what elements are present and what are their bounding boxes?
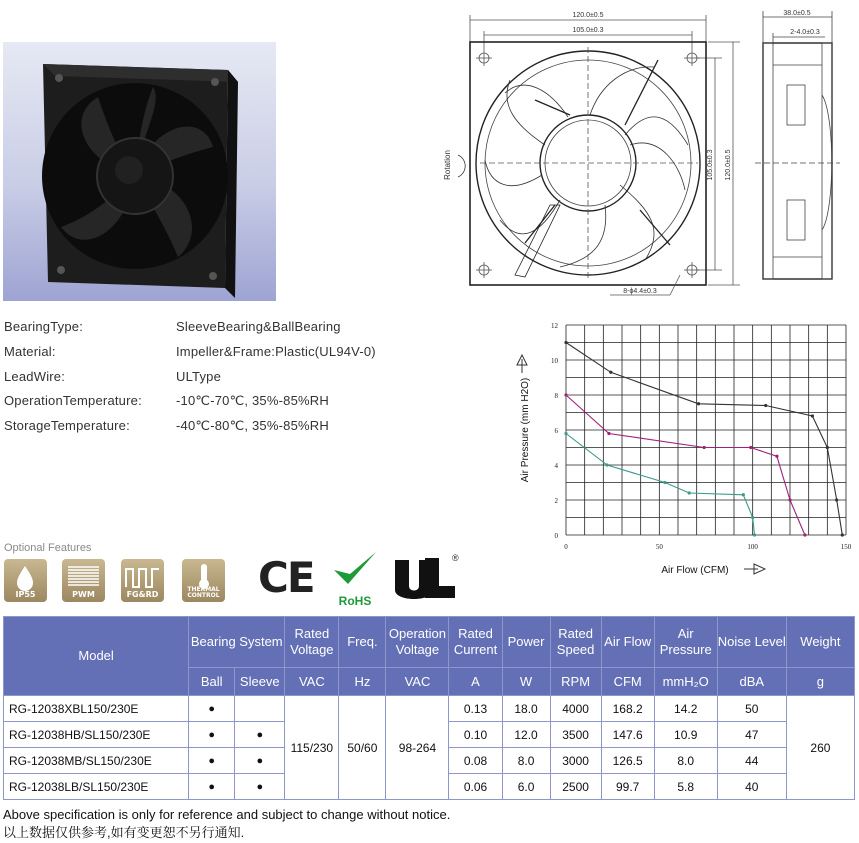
- spec-value: -40℃-80℃, 35%-85%RH: [176, 418, 329, 433]
- cell-noise: 50: [717, 696, 786, 722]
- spec-value: Impeller&Frame:Plastic(UL94V-0): [176, 344, 376, 359]
- unit-w: W: [502, 668, 550, 696]
- spec-value: SleeveBearing&BallBearing: [176, 319, 341, 334]
- cell-noise: 44: [717, 748, 786, 774]
- cell-model: RG-12038HB/SL150/230E: [4, 722, 189, 748]
- fan-photo: [3, 42, 276, 301]
- cell-model: RG-12038XBL150/230E: [4, 696, 189, 722]
- cell-ball: ●: [189, 748, 235, 774]
- header-weight: Weight: [786, 617, 854, 668]
- x-tick-label: 50: [655, 543, 663, 551]
- spec-key: Material:: [4, 344, 56, 359]
- unit-sleeve: Sleeve: [235, 668, 285, 696]
- y-tick-label: 2: [554, 497, 558, 505]
- series-point: [751, 516, 754, 519]
- chart-grid: [566, 325, 846, 535]
- y-tick-label: 10: [551, 357, 558, 365]
- y-tick-label: 4: [554, 462, 558, 470]
- dim-inner-height: 105.0±0.3: [707, 149, 714, 181]
- header-freq: Freq.: [339, 617, 386, 668]
- dim-depth: 38.0±0.5: [783, 10, 811, 17]
- cell-flow: 147.6: [601, 722, 654, 748]
- unit-g: g: [786, 668, 854, 696]
- cell-flow: 168.2: [601, 696, 654, 722]
- series-point: [607, 432, 610, 435]
- cell-model: RG-12038LB/SL150/230E: [4, 774, 189, 800]
- cell-speed: 2500: [550, 774, 601, 800]
- feature-label: IP55: [15, 590, 36, 599]
- series-point: [609, 371, 612, 374]
- ul-mark-icon: [393, 556, 455, 602]
- feature-label: THERMAL CONTROL: [187, 586, 220, 599]
- header-rated-speed: Rated Speed: [550, 617, 601, 668]
- cell-ball: ●: [189, 774, 235, 800]
- x-tick-label: 0: [564, 543, 568, 551]
- series-line-3: [566, 434, 755, 536]
- dim-outer-width: 120.0±0.5: [572, 12, 604, 19]
- feature-thermal: [182, 559, 225, 602]
- feature-label: FG&RD: [126, 590, 159, 599]
- series-point: [775, 455, 778, 458]
- cell-current: 0.06: [449, 774, 502, 800]
- dim-holes: 8-ϕ4.4±0.3: [623, 288, 657, 295]
- cell-current: 0.08: [449, 748, 502, 774]
- unit-a: A: [449, 668, 502, 696]
- series-point: [564, 341, 567, 344]
- x-tick-labels: [564, 543, 852, 551]
- unit-rpm: RPM: [550, 668, 601, 696]
- cell-op-voltage: 98-264: [386, 696, 449, 800]
- spec-key: OperationTemperature:: [4, 393, 142, 408]
- cell-speed: 3000: [550, 748, 601, 774]
- features-title: Optional Features: [4, 542, 92, 554]
- header-op-voltage: Operation Voltage: [386, 617, 449, 668]
- dim-inner-width: 105.0±0.3: [572, 27, 604, 34]
- y-tick-label: 8: [554, 392, 558, 400]
- series-point: [835, 498, 838, 501]
- header-model: Model: [4, 617, 189, 696]
- series-point: [841, 533, 844, 536]
- cell-rated-voltage: 115/230: [285, 696, 339, 800]
- rohs-label: RoHS: [338, 594, 372, 608]
- x-tick-label: 100: [747, 543, 758, 551]
- unit-cfm: CFM: [601, 668, 654, 696]
- cell-ball: ●: [189, 696, 235, 722]
- checkmark-icon: [330, 548, 380, 588]
- cell-sleeve: ●: [235, 722, 285, 748]
- x-axis-label: Air Flow (CFM): [661, 565, 729, 576]
- cell-power: 8.0: [502, 748, 550, 774]
- cell-current: 0.13: [449, 696, 502, 722]
- unit-ball: Ball: [189, 668, 235, 696]
- disclaimer-en: Above specification is only for reference and subject to change without notice.: [3, 807, 451, 822]
- y-tick-label: 0: [554, 532, 558, 540]
- cell-speed: 4000: [550, 696, 601, 722]
- front-view-drawing: [440, 5, 730, 300]
- series-point: [749, 446, 752, 449]
- ce-logo: CE: [258, 553, 314, 602]
- header-air-flow: Air Flow: [601, 617, 654, 668]
- cell-ball: ●: [189, 722, 235, 748]
- ul-logo: [393, 553, 463, 602]
- feature-label: PWM: [72, 590, 95, 599]
- header-power: Power: [502, 617, 550, 668]
- spec-key: BearingType:: [4, 319, 84, 334]
- cell-freq: 50/60: [339, 696, 386, 800]
- unit-mmh2o: mmH₂O: [654, 668, 717, 696]
- feature-fgrd: [121, 559, 164, 602]
- unit-vac: VAC: [386, 668, 449, 696]
- series-point: [605, 463, 608, 466]
- series-point: [688, 491, 691, 494]
- y-axis-label: Air Pressure (mm H2O): [520, 377, 531, 483]
- pq-chart: [510, 315, 855, 585]
- unit-dba: dBA: [717, 668, 786, 696]
- cell-speed: 3500: [550, 722, 601, 748]
- header-noise: Noise Level: [717, 617, 786, 668]
- cell-current: 0.10: [449, 722, 502, 748]
- spec-key: StorageTemperature:: [4, 418, 130, 433]
- series-point: [564, 393, 567, 396]
- y-tick-labels: [551, 322, 559, 540]
- x-arrow-icon: [744, 564, 765, 574]
- spec-table: [3, 616, 855, 800]
- series-point: [697, 402, 700, 405]
- header-rated-current: Rated Current: [449, 617, 502, 668]
- cell-noise: 40: [717, 774, 786, 800]
- cell-weight: 260: [786, 696, 854, 800]
- unit-hz: Hz: [339, 668, 386, 696]
- series-point: [803, 533, 806, 536]
- series-point: [788, 498, 791, 501]
- series-point: [663, 481, 666, 484]
- cell-flow: 126.5: [601, 748, 654, 774]
- spec-value: -10℃-70℃, 35%-85%RH: [176, 393, 329, 408]
- x-tick-label: 150: [840, 543, 852, 551]
- header-rated-voltage: Rated Voltage: [285, 617, 339, 668]
- fan-image: [3, 42, 276, 301]
- cell-pressure: 10.9: [654, 722, 717, 748]
- spec-value: ULType: [176, 369, 222, 384]
- series-point: [703, 446, 706, 449]
- feature-ip55: [4, 559, 47, 602]
- cell-pressure: 14.2: [654, 696, 717, 722]
- side-view-drawing: [755, 5, 840, 290]
- disclaimer-cn: 以上数据仅供参考,如有变更恕不另行通知.: [3, 825, 245, 840]
- cell-sleeve: ●: [235, 774, 285, 800]
- header-air-pressure: Air Pressure: [654, 617, 717, 668]
- rotation-label: Rotation: [443, 150, 452, 180]
- cell-model: RG-12038MB/SL150/230E: [4, 748, 189, 774]
- rohs-logo: [330, 548, 380, 606]
- cell-noise: 47: [717, 722, 786, 748]
- y-tick-label: 12: [551, 322, 558, 330]
- series-line-1: [566, 343, 842, 536]
- spec-key: LeadWire:: [4, 369, 66, 384]
- cell-pressure: 8.0: [654, 748, 717, 774]
- header-row: [4, 617, 855, 668]
- cell-power: 18.0: [502, 696, 550, 722]
- registered-mark: ®: [452, 553, 459, 563]
- y-tick-label: 6: [554, 427, 558, 435]
- series-point: [742, 493, 745, 496]
- chart-series: [564, 341, 843, 537]
- cell-sleeve: [235, 696, 285, 722]
- unit-vac: VAC: [285, 668, 339, 696]
- cell-power: 12.0: [502, 722, 550, 748]
- series-point: [764, 404, 767, 407]
- header-bearing: Bearing System: [189, 617, 285, 668]
- series-point: [753, 533, 756, 536]
- cell-power: 6.0: [502, 774, 550, 800]
- dim-flange: 2-4.0±0.3: [790, 29, 820, 36]
- series-point: [826, 446, 829, 449]
- cell-pressure: 5.8: [654, 774, 717, 800]
- series-point: [564, 432, 567, 435]
- table-row: [4, 696, 855, 722]
- cell-sleeve: ●: [235, 748, 285, 774]
- cell-flow: 99.7: [601, 774, 654, 800]
- series-point: [811, 414, 814, 417]
- feature-pwm: [62, 559, 105, 602]
- dim-outer-height: 120.0±0.5: [725, 149, 732, 181]
